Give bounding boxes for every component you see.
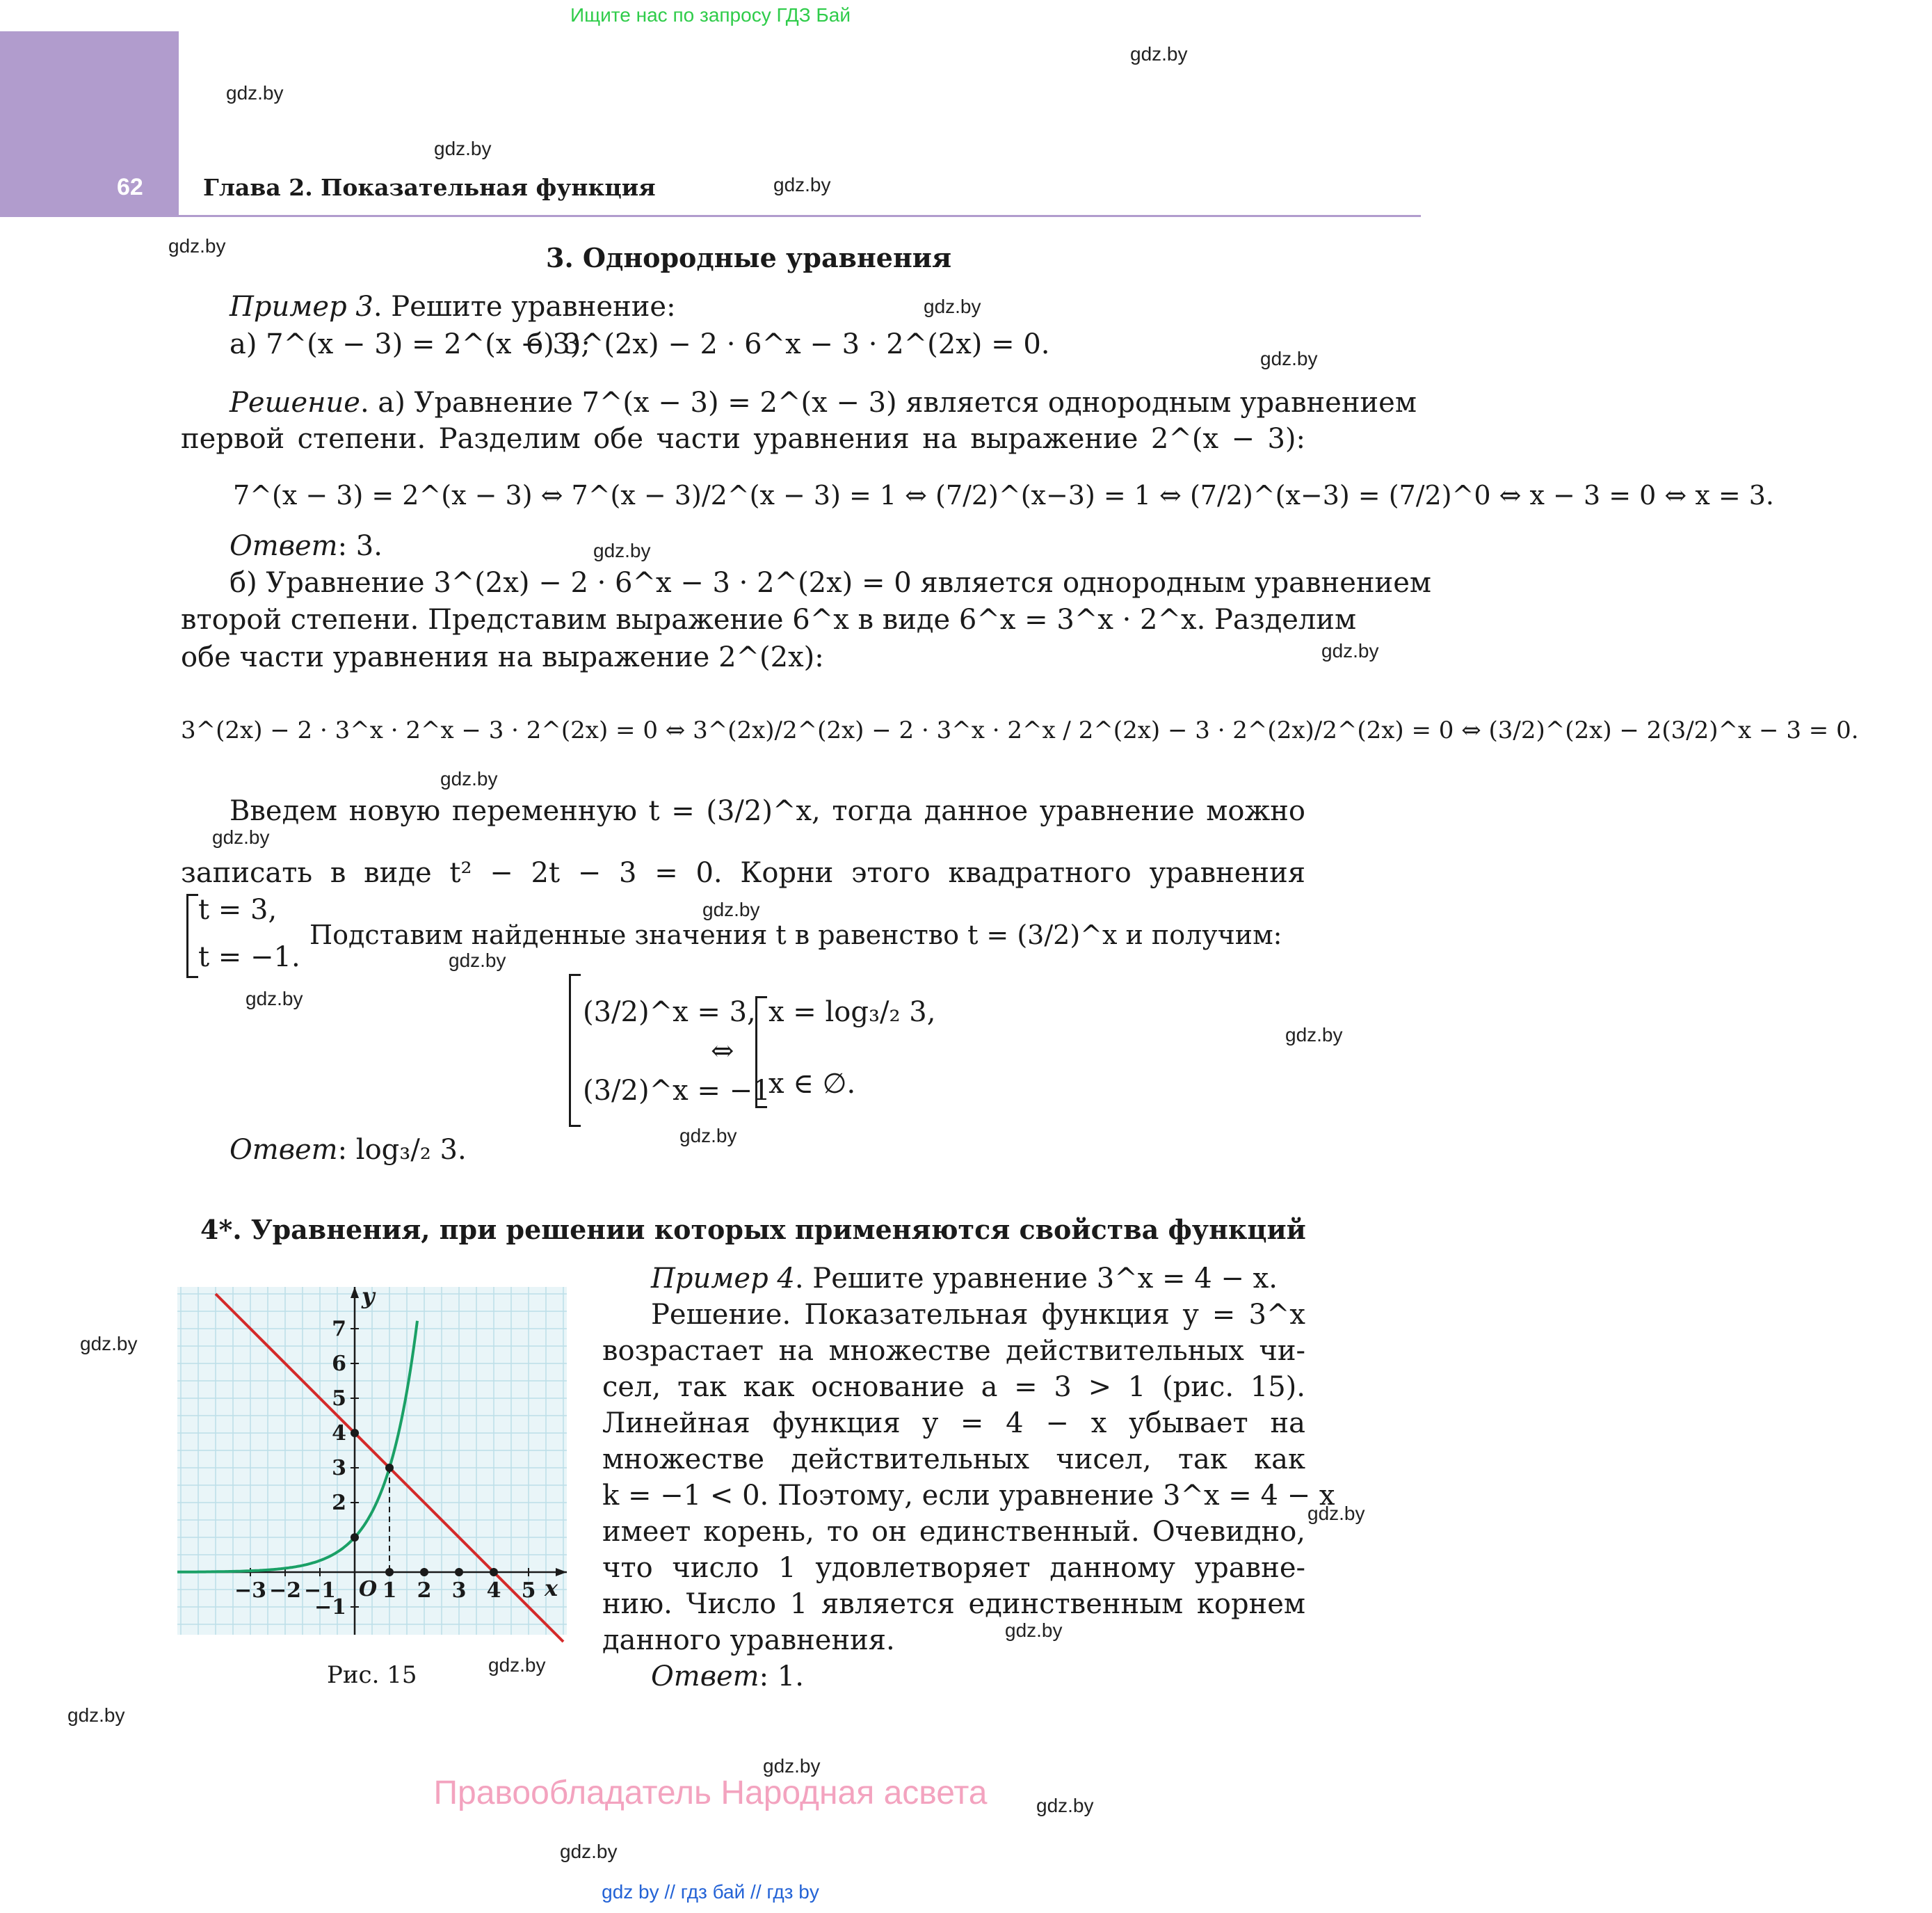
marked-point	[351, 1533, 359, 1542]
watermark: gdz.by	[763, 1755, 821, 1777]
watermark: gdz.by	[212, 826, 270, 848]
roots-bracket	[186, 894, 198, 978]
x-tick-label: −1	[303, 1578, 337, 1603]
marked-point	[490, 1568, 498, 1576]
watermark: gdz.by	[1005, 1619, 1063, 1641]
watermark: gdz.by	[440, 768, 498, 790]
answer-value: : 1.	[759, 1660, 804, 1692]
copyright-footer: Правообладатель Народная асвета	[433, 1775, 988, 1811]
watermark: gdz.by	[1260, 348, 1318, 369]
watermark: gdz.by	[449, 950, 506, 971]
answer-label: Ответ	[230, 530, 338, 562]
watermark: gdz.by	[226, 82, 284, 104]
answer-value: : 3.	[337, 530, 383, 562]
y-axis-label: y	[362, 1283, 375, 1309]
marked-point	[455, 1568, 463, 1576]
formula-b: 3^(2x) − 2 · 3^x · 2^x − 3 · 2^(2x) = 0 ⇔ 3^(2x)/2^(2x) − 2 · 3^x · 2^x / 2^(2x) − 3 · 2^(2x)/2^(2x) = 0 ⇔ (3/2)^(2x) − 2(3/2)^x − 3 = 0.	[181, 717, 1859, 744]
y-tick-label: 7	[332, 1317, 346, 1341]
top-banner[interactable]: Ищите нас по запросу ГДЗ Бай	[570, 4, 851, 26]
solution-line	[181, 387, 1417, 419]
x-tick-label: 3	[451, 1578, 467, 1603]
y-tick-label: 2	[332, 1491, 346, 1515]
example4-line: имеет корень, то он единственный. Очевидно,	[602, 1516, 1305, 1548]
watermark: gdz.by	[1285, 1024, 1343, 1046]
system-eq: x ∈ ∅.	[768, 1068, 856, 1100]
watermark: gdz.by	[67, 1704, 125, 1726]
equivalence-sign: ⇔	[711, 1035, 734, 1067]
x-tick-label: −2	[268, 1578, 302, 1603]
example4-line: данного уравнения.	[602, 1624, 895, 1656]
page-number: 62	[117, 174, 143, 200]
watermark: gdz.by	[488, 1654, 546, 1676]
bottom-links[interactable]: gdz by // гдз бай // гдз by	[602, 1881, 819, 1903]
example-text: . Решите уравнение:	[373, 291, 676, 323]
example4-line: сел, так как основание a = 3 > 1 (рис. 15).	[602, 1371, 1305, 1403]
watermark: gdz.by	[702, 899, 760, 920]
x-tick-label: 5	[521, 1578, 536, 1603]
example4-heading	[602, 1263, 1305, 1299]
section-title: 4*. Уравнения, при решении которых применяются свойства функций	[200, 1214, 1306, 1245]
answer-label: Ответ	[651, 1660, 759, 1692]
root: t = 3,	[198, 894, 277, 926]
example4-answer	[602, 1660, 1305, 1697]
example4-line: Решение. Показательная функция y = 3^x	[651, 1299, 1305, 1331]
watermark: gdz.by	[245, 988, 303, 1009]
y-tick-label: 3	[332, 1456, 346, 1480]
example-label: Пример 4	[651, 1263, 795, 1295]
watermark: gdz.by	[1321, 640, 1379, 662]
y-tick-label: 6	[332, 1352, 346, 1376]
answer-value: : log₃/₂ 3.	[337, 1134, 467, 1166]
example-part-b: б) 3^(2x) − 2 · 6^x − 3 · 2^(2x) = 0.	[526, 328, 1050, 360]
example4-line: нию. Число 1 является единственным корнем	[602, 1588, 1305, 1620]
watermark: gdz.by	[1307, 1503, 1365, 1524]
solution-line: первой степени. Разделим обе части уравнения на выражение 2^(x − 3):	[181, 423, 1305, 455]
solution-line: второй степени. Представим выражение 6^x в виде 6^x = 3^x · 2^x. Разделим	[181, 604, 1357, 636]
system-bracket-right	[755, 996, 767, 1108]
solution-label: Решение	[230, 387, 360, 419]
system-bracket-left	[569, 974, 581, 1127]
section-title: 3. Однородные уравнения	[546, 242, 952, 273]
answer-a	[230, 530, 383, 562]
watermark: gdz.by	[773, 174, 831, 195]
watermark: gdz.by	[924, 296, 981, 317]
solution-line: Подставим найденные значения t в равенство t = (3/2)^x и получим:	[309, 920, 1282, 950]
y-tick-label: −1	[314, 1595, 346, 1619]
example-label: Пример 3	[230, 291, 373, 323]
solution-line: б) Уравнение 3^(2x) − 2 · 6^x − 3 · 2^(2x) = 0 является однородным уравнением	[230, 567, 1431, 599]
answer-b	[230, 1134, 467, 1166]
answer-label: Ответ	[230, 1134, 338, 1166]
example4-line: Линейная функция y = 4 − x убывает на	[602, 1407, 1305, 1439]
marked-point	[420, 1568, 428, 1576]
chapter-title: Глава 2. Показательная функция	[203, 174, 656, 201]
system-eq: (3/2)^x = 3,	[583, 996, 756, 1028]
solution-line: записать в виде t² − 2t − 3 = 0. Корни этого квадратного уравнения	[181, 857, 1305, 889]
formula-a: 7^(x − 3) = 2^(x − 3) ⇔ 7^(x − 3)/2^(x − 3) = 1 ⇔ (7/2)^(x−3) = 1 ⇔ (7/2)^(x−3) = (7/2)^0 ⇔ x − 3 = 0 ⇔ x = 3.	[233, 480, 1775, 511]
x-axis-label: x	[545, 1575, 558, 1601]
watermark: gdz.by	[593, 540, 651, 561]
figure-caption: Рис. 15	[327, 1661, 417, 1689]
solution-line: Введем новую переменную t = (3/2)^x, тогда данное уравнение можно	[230, 795, 1305, 827]
marked-point	[385, 1464, 394, 1472]
solution-text: . а) Уравнение 7^(x − 3) = 2^(x − 3) является однородным уравнением	[360, 387, 1417, 419]
x-tick-label: 4	[486, 1578, 501, 1603]
example-text: . Решите уравнение 3^x = 4 − x.	[794, 1263, 1278, 1295]
watermark: gdz.by	[679, 1125, 737, 1146]
x-tick-label: 2	[417, 1578, 432, 1603]
page-tab	[0, 31, 179, 216]
example-part-a: а) 7^(x − 3) = 2^(x − 3);	[230, 328, 590, 360]
example4-line: k = −1 < 0. Поэтому, если уравнение 3^x = 4 − x	[602, 1480, 1335, 1512]
watermark: gdz.by	[168, 235, 226, 257]
example4-line: что число 1 удовлетворяет данному уравне-	[602, 1552, 1305, 1584]
x-tick-label: 1	[382, 1578, 397, 1603]
system-eq: x = log₃/₂ 3,	[768, 996, 936, 1028]
figure-15	[177, 1283, 574, 1649]
y-tick-label: 4	[332, 1421, 346, 1446]
system-eq: (3/2)^x = −1	[583, 1075, 771, 1107]
example4-line: множестве действительных чисел, так как	[602, 1443, 1305, 1475]
example-heading	[230, 291, 676, 323]
example4-text	[602, 1263, 1335, 1697]
watermark: gdz.by	[1036, 1795, 1094, 1816]
y-tick-label: 5	[332, 1386, 346, 1411]
marked-point	[351, 1429, 359, 1437]
watermark: gdz.by	[560, 1841, 618, 1862]
watermark: gdz.by	[1130, 43, 1188, 65]
marked-point	[385, 1568, 394, 1576]
origin-label: O	[359, 1577, 378, 1601]
solution-line: обе части уравнения на выражение 2^(2x):	[181, 641, 824, 673]
watermark: gdz.by	[434, 138, 492, 159]
header-divider	[0, 215, 1421, 217]
example4-line: возрастает на множестве действительных чи-	[602, 1335, 1305, 1367]
root: t = −1.	[198, 941, 300, 973]
watermark: gdz.by	[80, 1333, 138, 1354]
x-tick-label: −3	[234, 1578, 267, 1603]
